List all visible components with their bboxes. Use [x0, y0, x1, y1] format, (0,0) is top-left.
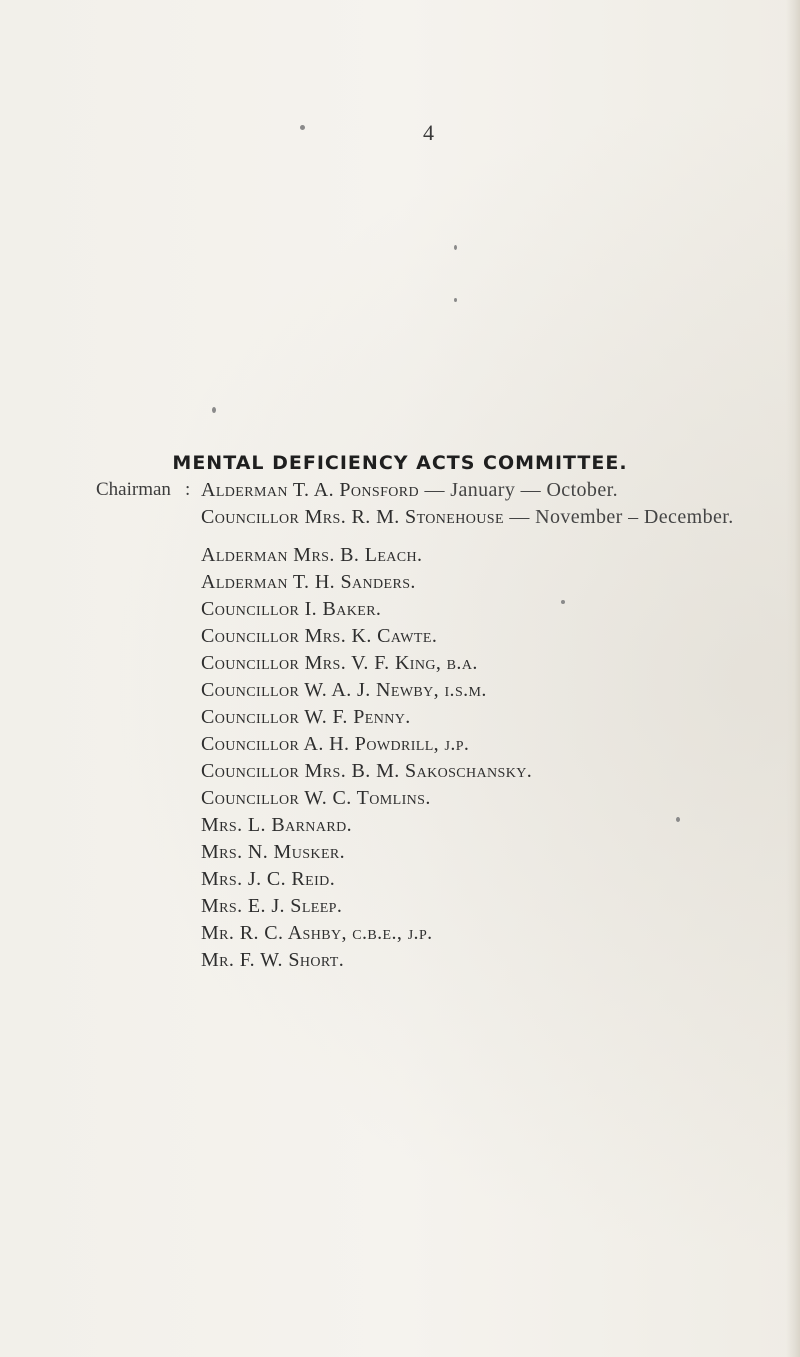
member-item: Councillor A. H. Powdrill, j.p.	[201, 733, 470, 755]
page-edge	[786, 0, 800, 1357]
committee-heading: MENTAL DEFICIENCY ACTS COMMITTEE.	[172, 452, 628, 474]
member-item: Councillor Mrs. B. M. Sakoschansky.	[201, 760, 533, 782]
chairman-colon: :	[185, 479, 191, 500]
chairman-period: — November – December.	[503, 506, 734, 528]
paper-speck	[300, 125, 305, 130]
chairman-label: Chairman	[96, 479, 171, 500]
member-item: Councillor Mrs. V. F. King, b.a.	[201, 652, 478, 674]
member-item: Mr. F. W. Short.	[201, 949, 345, 971]
member-item: Mrs. L. Barnard.	[201, 814, 352, 836]
member-item: Alderman T. H. Sanders.	[201, 571, 416, 593]
member-item: Councillor W. C. Tomlins.	[201, 787, 431, 809]
paper-speck	[676, 817, 680, 822]
member-item: Mrs. E. J. Sleep.	[201, 895, 343, 917]
member-item: Councillor W. A. J. Newby, i.s.m.	[201, 679, 487, 701]
paper-speck	[561, 600, 565, 604]
member-item: Councillor I. Baker.	[201, 598, 382, 620]
paper-speck	[212, 407, 216, 413]
member-item: Councillor W. F. Penny.	[201, 706, 411, 728]
member-item: Mrs. J. C. Reid.	[201, 868, 336, 890]
chairman-period: — January — October.	[419, 479, 618, 501]
chairman-name: Alderman T. A. Ponsford	[201, 479, 420, 501]
paper-speck	[454, 245, 457, 250]
member-item: Mrs. N. Musker.	[201, 841, 346, 863]
member-item: Alderman Mrs. B. Leach.	[201, 544, 423, 566]
member-item: Mr. R. C. Ashby, c.b.e., j.p.	[201, 922, 433, 944]
member-item: Councillor Mrs. K. Cawte.	[201, 625, 438, 647]
paper-speck	[454, 298, 457, 302]
chairman-name: Councillor Mrs. R. M. Stonehouse	[201, 506, 504, 528]
chairman-entry	[201, 479, 618, 502]
page-number: 4	[423, 120, 434, 145]
chairman-entry	[201, 506, 734, 529]
